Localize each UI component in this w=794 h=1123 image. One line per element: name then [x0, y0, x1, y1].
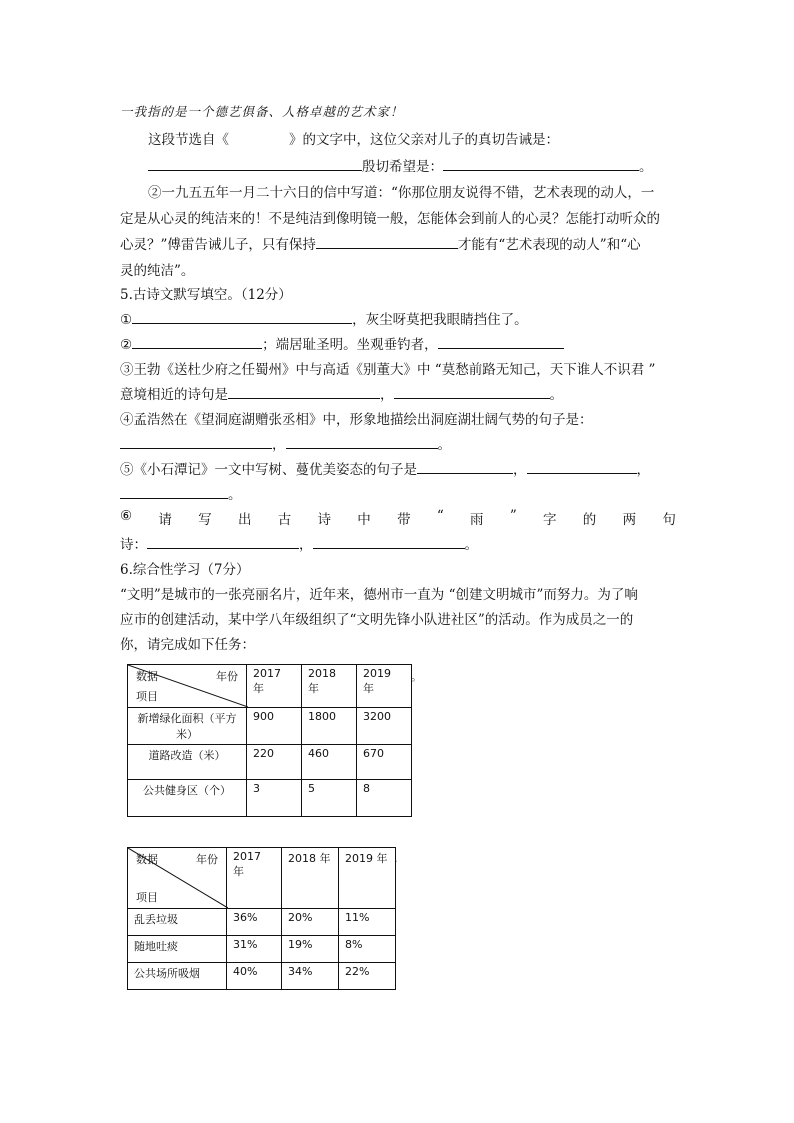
table2-year-header: 2019 年: [339, 848, 396, 909]
para2-line3: [120, 233, 641, 253]
table2-corner-data: 数据: [136, 853, 158, 866]
q5-item5-end: 。: [228, 487, 242, 503]
q5-item2-blank1[interactable]: [132, 334, 262, 349]
table1-cell: 8: [357, 780, 412, 817]
table1-row-label: 道路改造（米）: [128, 745, 247, 780]
q5-item5-line2: [120, 483, 242, 503]
q5-item2-blank2[interactable]: [438, 334, 564, 349]
table2-cell: 20%: [282, 909, 339, 936]
table1-cell: 3: [247, 780, 302, 817]
table-row: [128, 936, 396, 963]
q5-item6-char: 出: [237, 512, 252, 528]
q5-item6-blank2[interactable]: [313, 534, 465, 549]
table-row: [128, 745, 412, 780]
q5-item6-char: “: [436, 508, 444, 524]
table2-cell: 8%: [339, 936, 396, 963]
q5-item6-blank1[interactable]: [147, 534, 299, 549]
table2-row-label: 乱丢垃圾: [128, 909, 227, 936]
table2-cell: 40%: [227, 963, 282, 990]
table1-corner-cell: [128, 665, 247, 708]
table2-cell: 19%: [282, 936, 339, 963]
q5-item1-blank[interactable]: [132, 309, 352, 324]
quote-line: 一我指的是一个德艺俱备、人格卓越的艺术家！: [120, 104, 404, 119]
table2-end-mark: .: [394, 852, 398, 865]
table1-cell: 220: [247, 745, 302, 780]
behavior-data-table: [127, 847, 396, 990]
table2-cell: 22%: [339, 963, 396, 990]
q5-item6-char: ”: [509, 508, 517, 524]
para1-line2: [148, 155, 653, 175]
para1-end: 。: [639, 159, 653, 175]
q5-item3-end: 。: [549, 387, 563, 403]
q6-line3: 你，请完成如下任务：: [120, 637, 255, 653]
q5-item3-line1: ③王勃《送杜少府之任蜀州》中与高适《别董大》中 “莫愁前路无知己，天下谁人不识君 ”: [120, 362, 656, 378]
table1-cell: 670: [357, 745, 412, 780]
table2-corner-year: 年份: [196, 853, 218, 866]
table1-year-header: 2018 年: [302, 665, 357, 708]
table1-row-label: 新增绿化面积（平方米）: [128, 708, 247, 745]
para2-line3-b: 才能有“艺术表现的动人”和“心: [457, 237, 641, 253]
table-row: [128, 963, 396, 990]
q6-title: 6.综合性学习（7分）: [120, 562, 250, 578]
q6-line1: “文明”是城市的一张亮丽名片，近年来，德州市一直为 “创建文明城市”而努力。为了响: [120, 587, 638, 603]
table2-row-label: 随地吐痰: [128, 936, 227, 963]
q5-item4-blank1[interactable]: [120, 434, 272, 449]
q5-item5-sep: ，: [513, 462, 527, 478]
table2-year-header: 2017 年: [227, 848, 282, 909]
para1-line1: [148, 128, 559, 148]
q5-item3-text: 意境相近的诗句是: [120, 387, 228, 403]
q5-item6-line1: [120, 508, 676, 528]
q5-item1: [120, 308, 528, 328]
q5-item5-line1: [120, 458, 650, 478]
table1-corner-data: 数据: [136, 670, 158, 683]
q5-item6-char: ⑥: [120, 508, 133, 524]
q5-item4-end: 。: [437, 437, 451, 453]
para2-line1: ②一九五五年一月二十六日的信中写道：“你那位朋友说得不错，艺术表现的动人，一: [148, 185, 655, 201]
q5-item3-blank2[interactable]: [394, 384, 550, 399]
q5-item1-text: ，灰尘呀莫把我眼睛挡住了。: [352, 312, 528, 328]
table1-cell: 5: [302, 780, 357, 817]
table-row: [128, 708, 412, 745]
table2-cell: 31%: [227, 936, 282, 963]
q5-item6-char: 诗: [317, 512, 332, 528]
q5-item4-line2: [120, 433, 451, 453]
keep-blank[interactable]: [316, 234, 458, 249]
q5-item6-line2: [120, 533, 478, 553]
table1-cell: 1800: [302, 708, 357, 745]
table1-corner-year: 年份: [216, 670, 238, 683]
q5-item4-blank2[interactable]: [286, 434, 438, 449]
q5-item6-text: 诗：: [120, 537, 147, 553]
table2-row-label: 公共场所吸烟: [128, 963, 227, 990]
table1-year-header: 2019 年: [357, 665, 412, 708]
table-row: [128, 909, 396, 936]
q5-title: 5.古诗文默写填空。（12分）: [120, 287, 292, 303]
q5-item5-blank3[interactable]: [120, 484, 228, 499]
table2-corner-item: 项目: [136, 891, 158, 904]
q5-item3-line2: [120, 383, 563, 403]
q5-item4-line1: ④孟浩然在《望洞庭湖赠张丞相》中，形象地描绘出洞庭湖壮阔气势的句子是：: [120, 412, 593, 428]
para1-suffix: 》的文字中，这位父亲对儿子的真切告诫是：: [289, 132, 559, 148]
para2-line4: 灵的纯洁”。: [120, 263, 195, 279]
q5-item6-char: 句: [662, 512, 676, 528]
table1-cell: 900: [247, 708, 302, 745]
para2-line2: 定是从心灵的纯洁来的！不是纯洁到像明镜一般，怎能体会到前人的心灵？怎能打动听众的: [120, 211, 660, 227]
table2-corner-cell: [128, 848, 227, 909]
greening-data-table: [127, 664, 412, 817]
q5-item2: [120, 333, 564, 353]
q5-item6-char: 字: [543, 512, 557, 528]
q5-item6-sep: ，: [299, 537, 313, 553]
table1-end-mark: 。: [411, 670, 422, 683]
q5-item6-char: 写: [198, 512, 212, 528]
q5-item6-char: 古: [277, 512, 292, 528]
q5-item6-char: 两: [622, 512, 637, 528]
table2-year-header: 2018 年: [282, 848, 339, 909]
q5-item6-char: 的: [582, 512, 597, 528]
q5-item6-char: 雨: [470, 512, 484, 528]
q5-item5-sep2: ，: [636, 462, 650, 478]
table2-cell: 36%: [227, 909, 282, 936]
q5-item3-blank1[interactable]: [228, 384, 380, 399]
q5-item2-num: ②: [120, 337, 133, 353]
q5-item6-char: 中: [357, 512, 371, 528]
q6-line2: 应市的创建活动，某中学八年级组织了“文明先锋小队进社区”的活动。作为成员之一的: [120, 612, 634, 628]
table1-row-label: 公共健身区（个）: [128, 780, 247, 817]
table2-cell: 11%: [339, 909, 396, 936]
para1-mid: 殷切希望是：: [362, 159, 443, 175]
q5-item3-sep: ，: [380, 387, 394, 403]
advice-blank[interactable]: [148, 156, 362, 171]
para1-prefix: 这段节选自《: [148, 132, 229, 148]
q5-item1-num: ①: [120, 312, 133, 328]
q5-item6-char: 带: [397, 512, 411, 528]
table1-cell: 3200: [357, 708, 412, 745]
q5-item4-sep: ，: [272, 437, 286, 453]
table-row: [128, 780, 412, 817]
para2-line3-a: 心灵？”傅雷告诫儿子，只有保持: [120, 237, 316, 253]
q5-item5-text: ⑤《小石潭记》一文中写树、蔓优美姿态的句子是: [120, 462, 417, 478]
q5-item6-end: 。: [464, 537, 478, 553]
table1-cell: 460: [302, 745, 357, 780]
table1-year-header: 2017 年: [247, 665, 302, 708]
q5-item6-char: 请: [158, 512, 172, 528]
table2-cell: 34%: [282, 963, 339, 990]
q5-item5-blank1[interactable]: [417, 459, 513, 474]
q5-item2-text: ；端居耻圣明。坐观垂钓者，: [262, 337, 438, 353]
hope-blank[interactable]: [443, 156, 639, 171]
table1-corner-item: 项目: [136, 690, 158, 703]
q5-item5-blank2[interactable]: [527, 459, 637, 474]
